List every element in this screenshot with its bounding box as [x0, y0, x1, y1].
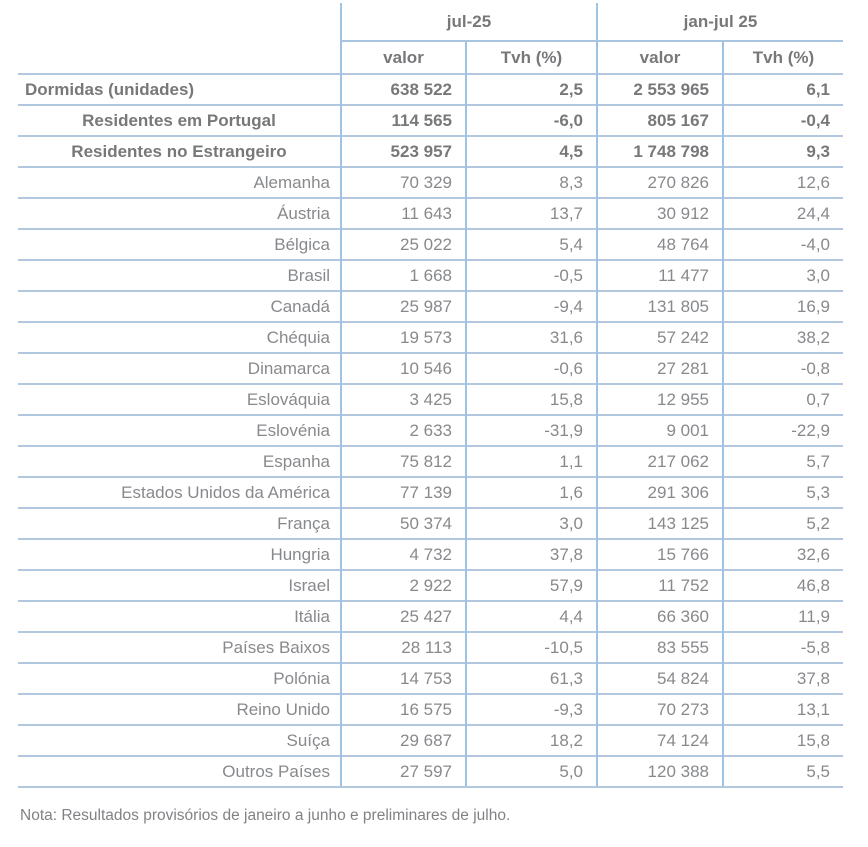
value-cell: 50 374 — [341, 508, 466, 539]
table-row — [18, 539, 843, 570]
tvh-cell: 4,5 — [466, 136, 597, 167]
tvh-cell: 5,5 — [723, 756, 843, 787]
tvh-cell: 57,9 — [466, 570, 597, 601]
value-cell: 28 113 — [341, 632, 466, 663]
value-cell: 74 124 — [597, 725, 723, 756]
row-label: Residentes em Portugal — [18, 105, 341, 136]
tvh-cell: 16,9 — [723, 291, 843, 322]
period-header-jan-jul-25: jan-jul 25 — [597, 3, 843, 41]
tvh-cell: 1,6 — [466, 477, 597, 508]
value-cell: 30 912 — [597, 198, 723, 229]
tvh-cell: 5,2 — [723, 508, 843, 539]
table-row — [18, 570, 843, 601]
tvh-cell: 37,8 — [466, 539, 597, 570]
tvh-cell: -9,4 — [466, 291, 597, 322]
value-cell: 25 987 — [341, 291, 466, 322]
row-label: Chéquia — [18, 322, 341, 353]
tvh-cell: -9,3 — [466, 694, 597, 725]
value-cell: 70 273 — [597, 694, 723, 725]
value-cell: 805 167 — [597, 105, 723, 136]
measure-header-row — [18, 41, 843, 74]
table-row — [18, 601, 843, 632]
tvh-cell: 2,5 — [466, 74, 597, 105]
column-header-tvh-jul: Tvh (%) — [466, 41, 597, 74]
row-label: Alemanha — [18, 167, 341, 198]
tvh-cell: 37,8 — [723, 663, 843, 694]
corner-cell — [18, 41, 341, 74]
row-label: Residentes no Estrangeiro — [18, 136, 341, 167]
tvh-cell: 4,4 — [466, 601, 597, 632]
corner-cell — [18, 3, 341, 41]
value-cell: 11 752 — [597, 570, 723, 601]
footnote: Nota: Resultados provisórios de janeiro a junho e preliminares de julho. — [20, 807, 511, 824]
tvh-cell: 8,3 — [466, 167, 597, 198]
row-label: Espanha — [18, 446, 341, 477]
tvh-cell: 9,3 — [723, 136, 843, 167]
table-row — [18, 756, 843, 787]
value-cell: 3 425 — [341, 384, 466, 415]
value-cell: 25 022 — [341, 229, 466, 260]
dormidas-table — [18, 3, 843, 788]
row-label: Itália — [18, 601, 341, 632]
period-header-jul-25: jul-25 — [341, 3, 597, 41]
row-label: Eslovénia — [18, 415, 341, 446]
tvh-cell: 11,9 — [723, 601, 843, 632]
value-cell: 143 125 — [597, 508, 723, 539]
tvh-cell: 6,1 — [723, 74, 843, 105]
value-cell: 131 805 — [597, 291, 723, 322]
tvh-cell: 5,7 — [723, 446, 843, 477]
value-cell: 523 957 — [341, 136, 466, 167]
tvh-cell: 31,6 — [466, 322, 597, 353]
tvh-cell: 24,4 — [723, 198, 843, 229]
tvh-cell: 18,2 — [466, 725, 597, 756]
row-label: Bélgica — [18, 229, 341, 260]
value-cell: 25 427 — [341, 601, 466, 632]
column-header-tvh-janjul: Tvh (%) — [723, 41, 843, 74]
row-label: Hungria — [18, 539, 341, 570]
tvh-cell: 5,3 — [723, 477, 843, 508]
value-cell: 2 553 965 — [597, 74, 723, 105]
value-cell: 1 668 — [341, 260, 466, 291]
row-label: Canadá — [18, 291, 341, 322]
table-row — [18, 415, 843, 446]
value-cell: 638 522 — [341, 74, 466, 105]
tvh-cell: 3,0 — [723, 260, 843, 291]
tvh-cell: -22,9 — [723, 415, 843, 446]
value-cell: 48 764 — [597, 229, 723, 260]
row-label: Suíça — [18, 725, 341, 756]
value-cell: 14 753 — [341, 663, 466, 694]
row-label: Reino Unido — [18, 694, 341, 725]
value-cell: 70 329 — [341, 167, 466, 198]
tvh-cell: 32,6 — [723, 539, 843, 570]
value-cell: 16 575 — [341, 694, 466, 725]
value-cell: 291 306 — [597, 477, 723, 508]
tvh-cell: 15,8 — [466, 384, 597, 415]
tvh-cell: 3,0 — [466, 508, 597, 539]
column-header-valor-jul: valor — [341, 41, 466, 74]
row-label: Outros Países — [18, 756, 341, 787]
value-cell: 12 955 — [597, 384, 723, 415]
row-label: Estados Unidos da América — [18, 477, 341, 508]
tvh-cell: 15,8 — [723, 725, 843, 756]
table-row — [18, 477, 843, 508]
table-row — [18, 663, 843, 694]
value-cell: 83 555 — [597, 632, 723, 663]
value-cell: 66 360 — [597, 601, 723, 632]
value-cell: 1 748 798 — [597, 136, 723, 167]
table-row — [18, 725, 843, 756]
value-cell: 10 546 — [341, 353, 466, 384]
tvh-cell: 61,3 — [466, 663, 597, 694]
tvh-cell: -0,5 — [466, 260, 597, 291]
tvh-cell: -10,5 — [466, 632, 597, 663]
value-cell: 29 687 — [341, 725, 466, 756]
table-row — [18, 384, 843, 415]
tvh-cell: 5,4 — [466, 229, 597, 260]
value-cell: 2 633 — [341, 415, 466, 446]
tvh-cell: -0,8 — [723, 353, 843, 384]
value-cell: 77 139 — [341, 477, 466, 508]
value-cell: 114 565 — [341, 105, 466, 136]
tvh-cell: -0,6 — [466, 353, 597, 384]
row-label: França — [18, 508, 341, 539]
value-cell: 27 281 — [597, 353, 723, 384]
tvh-cell: 0,7 — [723, 384, 843, 415]
table-row — [18, 508, 843, 539]
tvh-cell: 12,6 — [723, 167, 843, 198]
row-label: Áustria — [18, 198, 341, 229]
row-label: Brasil — [18, 260, 341, 291]
value-cell: 27 597 — [341, 756, 466, 787]
value-cell: 19 573 — [341, 322, 466, 353]
table-row — [18, 260, 843, 291]
tvh-cell: -0,4 — [723, 105, 843, 136]
tvh-cell: 13,1 — [723, 694, 843, 725]
value-cell: 75 812 — [341, 446, 466, 477]
table-row — [18, 694, 843, 725]
table-row — [18, 198, 843, 229]
table-row — [18, 229, 843, 260]
value-cell: 4 732 — [341, 539, 466, 570]
value-cell: 11 477 — [597, 260, 723, 291]
table-row — [18, 136, 843, 167]
table-row — [18, 291, 843, 322]
row-label: Países Baixos — [18, 632, 341, 663]
table-row — [18, 74, 843, 105]
table-row — [18, 353, 843, 384]
tvh-cell: 38,2 — [723, 322, 843, 353]
column-header-valor-janjul: valor — [597, 41, 723, 74]
table-row — [18, 322, 843, 353]
value-cell: 217 062 — [597, 446, 723, 477]
value-cell: 57 242 — [597, 322, 723, 353]
tvh-cell: -31,9 — [466, 415, 597, 446]
tvh-cell: 13,7 — [466, 198, 597, 229]
tvh-cell: 1,1 — [466, 446, 597, 477]
value-cell: 2 922 — [341, 570, 466, 601]
period-header-row — [18, 3, 843, 41]
tvh-cell: 46,8 — [723, 570, 843, 601]
value-cell: 15 766 — [597, 539, 723, 570]
row-label: Dinamarca — [18, 353, 341, 384]
tvh-cell: -5,8 — [723, 632, 843, 663]
value-cell: 270 826 — [597, 167, 723, 198]
value-cell: 120 388 — [597, 756, 723, 787]
tvh-cell: 5,0 — [466, 756, 597, 787]
table-row — [18, 105, 843, 136]
row-label: Eslováquia — [18, 384, 341, 415]
table-row — [18, 632, 843, 663]
table-row — [18, 167, 843, 198]
value-cell: 9 001 — [597, 415, 723, 446]
value-cell: 11 643 — [341, 198, 466, 229]
tvh-cell: -6,0 — [466, 105, 597, 136]
table-body — [18, 74, 843, 787]
tvh-cell: -4,0 — [723, 229, 843, 260]
row-label: Polónia — [18, 663, 341, 694]
row-label: Israel — [18, 570, 341, 601]
value-cell: 54 824 — [597, 663, 723, 694]
row-label: Dormidas (unidades) — [18, 74, 341, 105]
table-row — [18, 446, 843, 477]
